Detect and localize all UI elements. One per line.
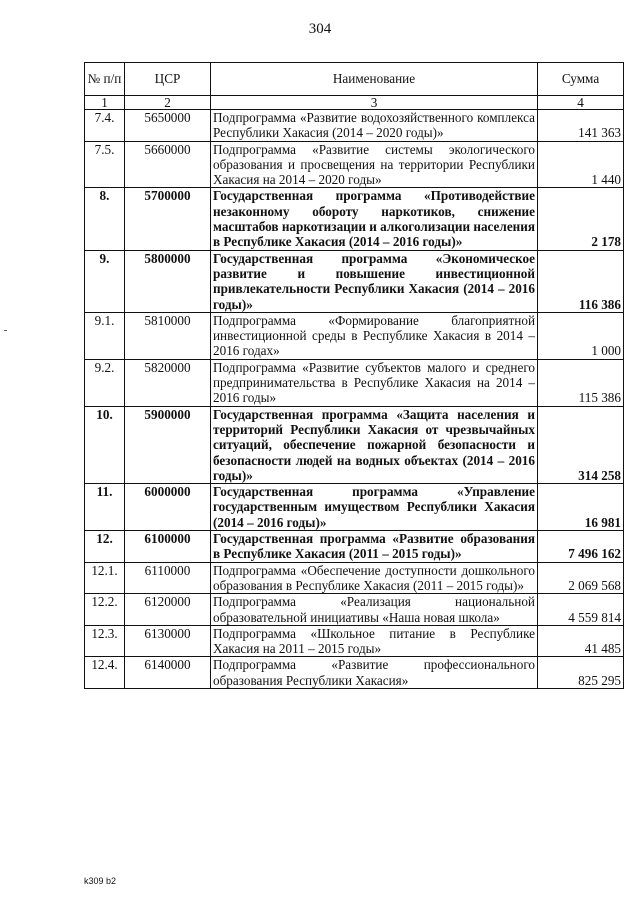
table-row [85, 406, 624, 483]
row-sum: 141 363 [538, 110, 624, 142]
table-body [85, 110, 624, 689]
row-sum: 115 386 [538, 359, 624, 406]
table-row [85, 531, 624, 563]
row-name: Подпрограмма «Обеспечение доступности дошкольного образования в Республике Хакасия (2011 – 2015 годы)» [211, 562, 538, 594]
row-name: Государственная программа «Противодействие незаконному обороту наркотиков, снижение масштабов наркотизации и алкоголизации населения в Республике Хакасия (2014 – 2016 годы)» [211, 188, 538, 250]
row-number: 12.4. [85, 657, 125, 689]
row-sum: 16 981 [538, 484, 624, 531]
table-header [85, 63, 624, 110]
row-number: 10. [85, 406, 125, 483]
table-row [85, 625, 624, 657]
header-num: № п/п [85, 63, 125, 96]
header-name: Наименование [211, 63, 538, 96]
row-csr-code: 5820000 [125, 359, 211, 406]
row-number: 9. [85, 250, 125, 312]
table-row [85, 594, 624, 626]
row-sum: 116 386 [538, 250, 624, 312]
row-csr-code: 5900000 [125, 406, 211, 483]
row-csr-code: 6000000 [125, 484, 211, 531]
row-name: Государственная программа «Защита населения и территорий Республики Хакасия от чрезвычайных ситуаций, обеспечение пожарной безопасности и безопасности людей на водных объектах (2014 – 2016 годы)» [211, 406, 538, 483]
row-csr-code: 5650000 [125, 110, 211, 142]
row-sum: 7 496 162 [538, 531, 624, 563]
row-name: Подпрограмма «Развитие субъектов малого и среднего предпринимательства в Республике Хакасия на 2014 – 2016 годы» [211, 359, 538, 406]
row-sum: 2 069 568 [538, 562, 624, 594]
header-sum: Сумма [538, 63, 624, 96]
row-number: 12.2. [85, 594, 125, 626]
row-csr-code: 5660000 [125, 141, 211, 188]
row-name: Подпрограмма «Развитие водохозяйственного комплекса Республики Хакасия (2014 – 2020 годы)» [211, 110, 538, 142]
row-sum: 825 295 [538, 657, 624, 689]
page-number: 304 [308, 21, 332, 37]
row-number: 12.1. [85, 562, 125, 594]
header-csr: ЦСР [125, 63, 211, 96]
row-number: 12.3. [85, 625, 125, 657]
table-row [85, 312, 624, 359]
table-row [85, 359, 624, 406]
row-csr-code: 5700000 [125, 188, 211, 250]
row-sum: 2 178 [538, 188, 624, 250]
row-csr-code: 5810000 [125, 312, 211, 359]
table-row [85, 250, 624, 312]
table-row [85, 110, 624, 142]
row-sum: 314 258 [538, 406, 624, 483]
row-number: 9.1. [85, 312, 125, 359]
row-name: Государственная программа «Развитие образования в Республике Хакасия (2011 – 2015 годы)» [211, 531, 538, 563]
row-name: Государственная программа «Экономическое развитие и повышение инвестиционной привлекательности Республики Хакасия (2014 – 2016 годы)» [211, 250, 538, 312]
row-name: Подпрограмма «Реализация национальной образовательной инициативы «Наша новая школа» [211, 594, 538, 626]
row-sum: 1 440 [538, 141, 624, 188]
row-sum: 41 485 [538, 625, 624, 657]
column-index: 4 [538, 96, 624, 110]
row-csr-code: 6100000 [125, 531, 211, 563]
footer-code: k309 b2 [84, 876, 117, 886]
row-name: Подпрограмма «Формирование благоприятной инвестиционной среды в Республике Хакасия в 2014 – 2016 годах» [211, 312, 538, 359]
row-sum: 4 559 814 [538, 594, 624, 626]
row-csr-code: 6140000 [125, 657, 211, 689]
row-csr-code: 6110000 [125, 562, 211, 594]
row-number: 7.5. [85, 141, 125, 188]
budget-table [84, 62, 624, 689]
table-row [85, 562, 624, 594]
row-name: Подпрограмма «Развитие системы экологического образования и просвещения на территории Республики Хакасия на 2014 – 2020 годы» [211, 141, 538, 188]
row-sum: 1 000 [538, 312, 624, 359]
table-row [85, 484, 624, 531]
row-number: 8. [85, 188, 125, 250]
column-index: 2 [125, 96, 211, 110]
row-name: Подпрограмма «Развитие профессионального образования Республики Хакасия» [211, 657, 538, 689]
row-number: 9.2. [85, 359, 125, 406]
row-number: 12. [85, 531, 125, 563]
row-name: Подпрограмма «Школьное питание в Республике Хакасия на 2011 – 2015 годы» [211, 625, 538, 657]
row-csr-code: 6120000 [125, 594, 211, 626]
row-csr-code: 5800000 [125, 250, 211, 312]
table-row [85, 657, 624, 689]
margin-mark [4, 330, 7, 331]
row-number: 11. [85, 484, 125, 531]
table-row [85, 141, 624, 188]
table-row [85, 188, 624, 250]
row-number: 7.4. [85, 110, 125, 142]
column-index: 1 [85, 96, 125, 110]
row-csr-code: 6130000 [125, 625, 211, 657]
row-name: Государственная программа «Управление государственным имуществом Республики Хакасия (2014 – 2016 годы)» [211, 484, 538, 531]
column-index: 3 [211, 96, 538, 110]
column-index-row [85, 96, 624, 110]
